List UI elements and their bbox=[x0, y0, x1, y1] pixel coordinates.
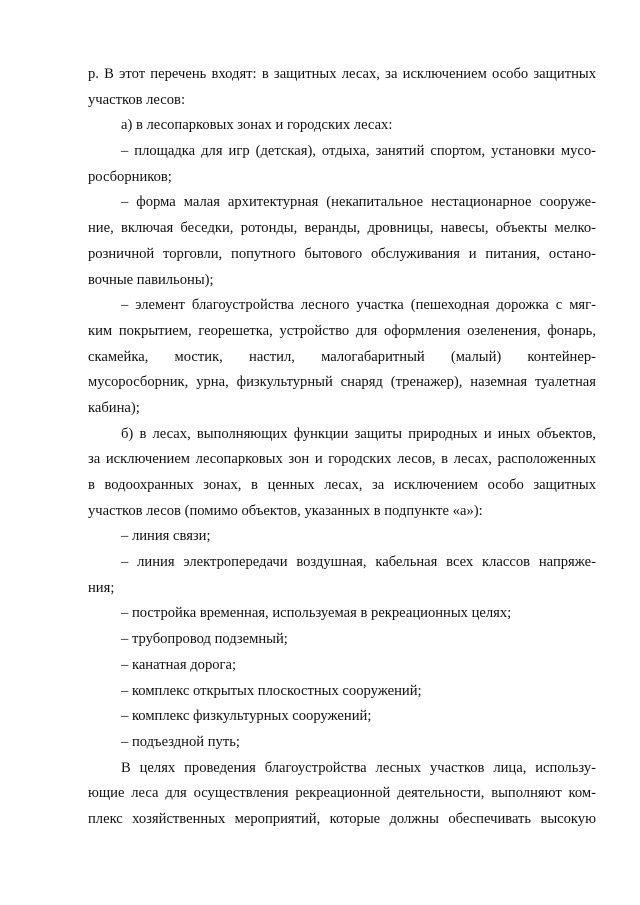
text-line: плекс хозяйственных мероприятий, которые должны обеспечивать высокую bbox=[88, 810, 596, 827]
text-line: В целях проведения благоустройства лесных участков лица, использу- bbox=[121, 759, 596, 776]
text-line: участков лесов (помимо объектов, указанных в подпункте «а»): bbox=[88, 502, 483, 519]
text-line: росборников; bbox=[88, 168, 172, 185]
text-line: – форма малая архитектурная (некапитальное нестационарное сооруже- bbox=[121, 194, 596, 211]
text-line: вочные павильоны); bbox=[88, 271, 214, 288]
text-line: – постройка временная, используемая в рекреационных целях; bbox=[121, 605, 512, 622]
text-line: ким покрытием, георешетка, устройство для оформления озеленения, фонарь, bbox=[88, 322, 596, 339]
text-line: ющие леса для осуществления рекреационной деятельности, выполняют ком- bbox=[88, 785, 596, 802]
body-text bbox=[88, 62, 596, 833]
text-line: – канатная дорога; bbox=[121, 656, 237, 673]
text-line: мусоросборник, урна, физкультурный снаряд (тренажер), наземная туалетная bbox=[88, 374, 596, 391]
text-line: – трубопровод подземный; bbox=[121, 631, 288, 648]
text-line: а) в лесопарковых зонах и городских лесах: bbox=[121, 117, 393, 134]
text-line: в водоохранных зонах, в ценных лесах, за исключением особо защитных bbox=[88, 477, 596, 493]
text-line: участков лесов: bbox=[88, 91, 185, 108]
text-line: – площадка для игр (детская), отдыха, занятий спортом, установки мусо- bbox=[121, 143, 596, 160]
text-line: – линия связи; bbox=[121, 528, 211, 545]
text-line: р. В этот перечень входят: в защитных лесах, за исключением особо защитных bbox=[88, 66, 596, 82]
text-line: – комплекс физкультурных сооружений; bbox=[121, 708, 372, 725]
text-line: – линия электропередачи воздушная, кабельная всех классов напряже- bbox=[121, 554, 596, 571]
text-line: б) в лесах, выполняющих функции защиты природных и иных объектов, bbox=[121, 425, 596, 442]
text-line: скамейка, мостик, настил, малогабаритный (малый) контейнер- bbox=[88, 348, 596, 365]
text-line: за исключением лесопарковых зон и городских лесов, в лесах, расположенных bbox=[88, 451, 596, 468]
text-line: ния; bbox=[88, 579, 115, 596]
text-line: – комплекс открытых плоскостных сооружений; bbox=[121, 682, 422, 699]
text-line: кабина); bbox=[88, 399, 140, 416]
text-line: – подъездной путь; bbox=[121, 733, 240, 750]
text-line: – элемент благоустройства лесного участка (пешеходная дорожка с мяг- bbox=[121, 297, 596, 314]
text-line: розничной торговли, попутного бытового обслуживания и питания, остано- bbox=[88, 245, 596, 262]
text-line: ние, включая беседки, ротонды, веранды, дровницы, навесы, объекты мелко- bbox=[88, 220, 596, 237]
